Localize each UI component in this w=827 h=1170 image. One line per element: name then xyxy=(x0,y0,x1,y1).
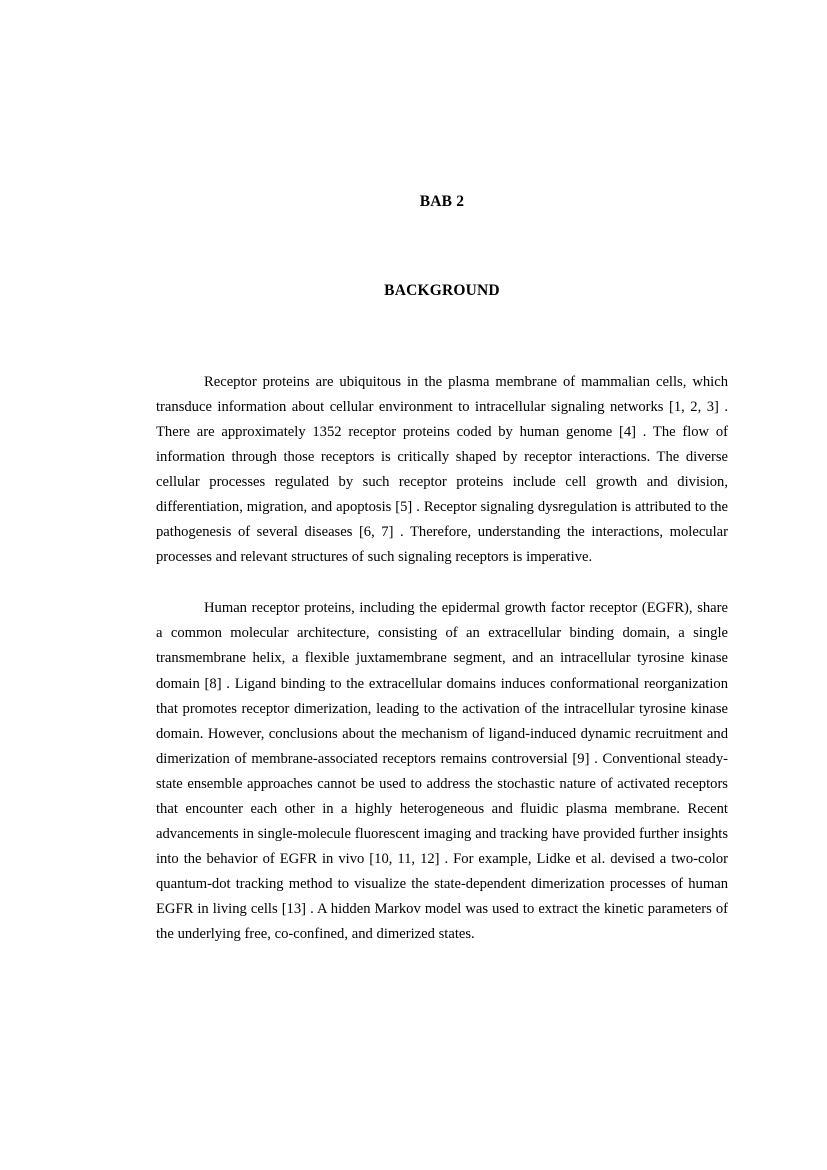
chapter-number-heading: BAB 2 xyxy=(419,193,465,210)
body-text-container xyxy=(156,370,728,947)
paragraph-1: Receptor proteins are ubiquitous in the plasma membrane of mammalian cells, which transduce information about cellular environment to intracellular signaling networks [1, 2, 3] . There are approximately 1352 receptor proteins coded by human genome [4] . The flow of information through those receptors is critically shaped by receptor interactions. The diverse cellular processes regulated by such receptor proteins include cell growth and division, differentiation, migration, and apoptosis [5] . Receptor signaling dysregulation is attributed to the pathogenesis of several diseases [6, 7] . Therefore, understanding the interactions, molecular processes and relevant structures of such signaling receptors is imperative. xyxy=(156,374,728,566)
paragraph-2: Human receptor proteins, including the epidermal growth factor receptor (EGFR), share a common molecular architecture, consisting of an extracellular binding domain, a single transmembrane helix, a flexible juxtamembrane segment, and an intracellular tyrosine kinase domain [8] . Ligand binding to the extracellular domains induces conformational reorganization that promotes receptor dimerization, leading to the activation of the intracellular tyrosine kinase domain. However, conclusions about the mechanism of ligand-induced dynamic recruitment and dimerization of membrane-associated receptors remains controversial [9] . Conventional steady-state ensemble approaches cannot be used to address the stochastic nature of activated receptors that encounter each other in a highly heterogeneous and fluidic plasma membrane. Recent advancements in single-molecule fluorescent imaging and tracking have provided further insights into the behavior of EGFR in vivo [10, 11, 12] . For example, Lidke et al. devised a two-color quantum-dot tracking method to visualize the state-dependent dimerization processes of human EGFR in living cells [13] . A hidden Markov model was used to extract the kinetic parameters of the underlying free, co-confined, and dimerized states. xyxy=(156,600,728,942)
text-column xyxy=(156,0,728,1170)
chapter-title-heading: BACKGROUND xyxy=(384,282,500,299)
